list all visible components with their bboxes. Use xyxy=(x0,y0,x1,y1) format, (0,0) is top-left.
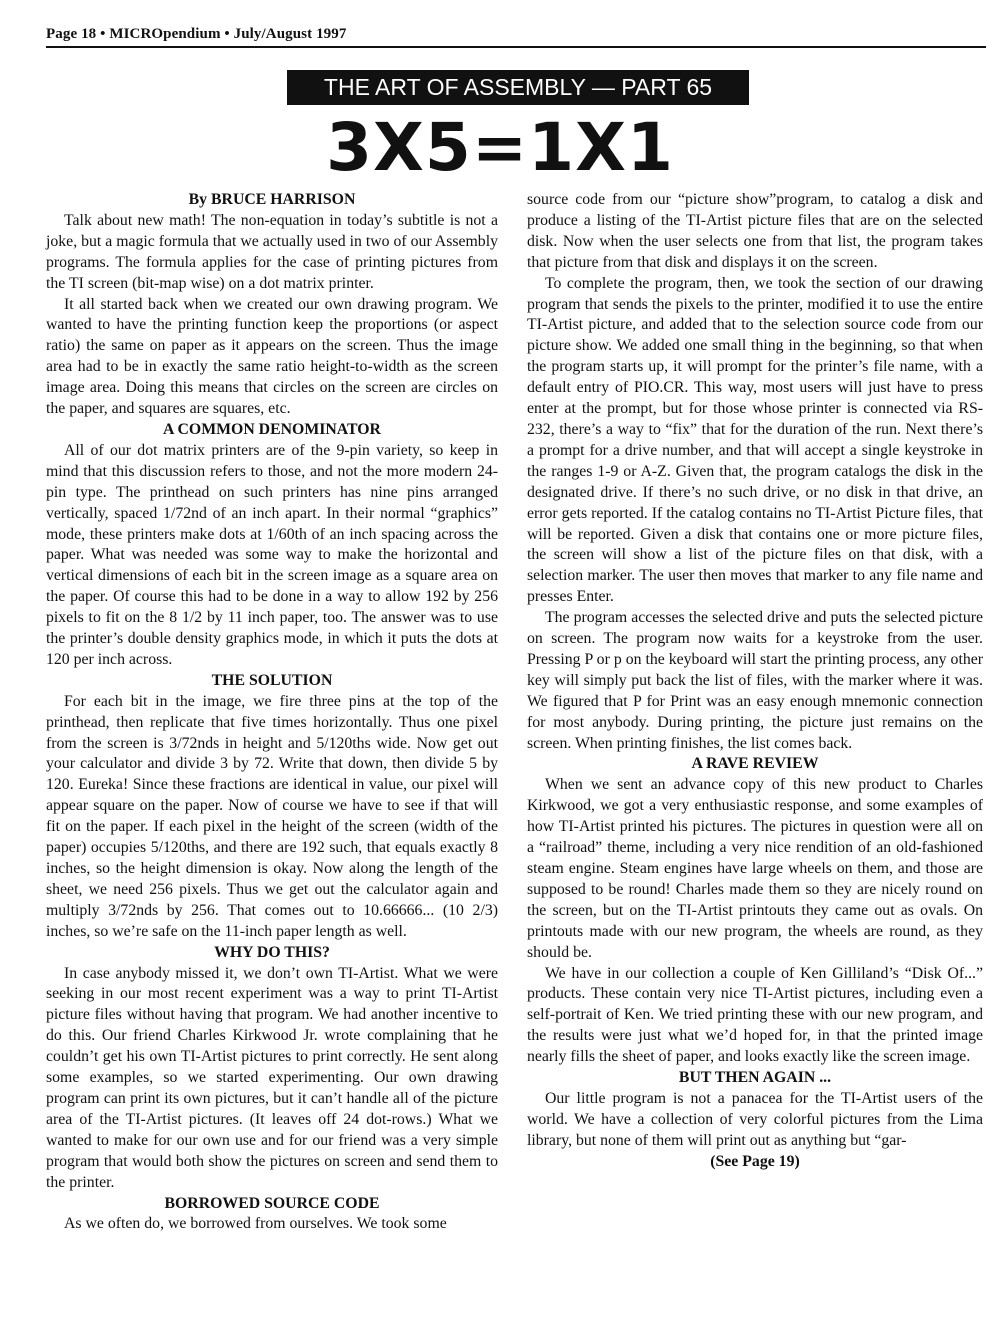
continuation-note: (See Page 19) xyxy=(710,1152,800,1170)
section-heading: BUT THEN AGAIN ... xyxy=(678,1069,832,1087)
paragraph: It all started back when we created our own drawing program. We wanted to have the printing function keep the proportions (or aspect ratio) the same on paper as it appears on the screen. Thus the image area had to be in exactly the same ratio height-to-width as the screen image area. Doing this means that circles on the screen are circles on the paper, and squares are squares, etc. xyxy=(46,295,498,418)
paragraph: For each bit in the image, we fire three pins at the top of the printhead, then replicate that five times horizontally. Thus one pixel from the screen is 3/72nds in height and 5/120ths wide. Now get out your calculator and divide 3 by 72. Write that down, then divide 5 by 120. Eureka! Since these fractions are identical in value, our pixel will appear square on the paper. Now of course we have to see if that will fit on the paper. If each pixel in the height of the screen (width of the paper) occupies 5/120ths, and there are 192 such, that equals exactly 8 inches, so the height dimension is okay. Now along the length of the sheet, we need 256 pixels. Thus we get out the calculator again and multiply 3/72nds by 256. That comes out to 10.66666... (10 2/3) inches, so we’re safe on the 11-inch paper length as well. xyxy=(46,692,498,940)
left-column xyxy=(46,190,498,1235)
paragraph: To complete the program, then, we took the section of our drawing program that sends the pixels to the printer, modified it to use the entire TI-Artist picture, and added that to the selection source code from our picture show. We added one small thing in the beginning, so that when the program starts up, it will prompt for the printer’s file name, with a default entry of PIO.CR. This way, most users will just have to press enter at the prompt, but for those whose printer is connected via RS-232, there’s a way to “fix” that for the duration of the run. Next there’s a prompt for a drive number, and that will accept a single keystroke in the ranges 1-9 or A-Z. Given that, the program catalogs the disk in the designated drive. If there’s no such drive, or no disk in that drive, an error gets reported. If the catalog contains no TI-Artist Picture files, that will be reported. Given a disk that contains one or more picture files, the screen will show a list of the picture files on that disk, with a selection marker. The user then moves that marker to any file name and presses Enter. xyxy=(527,274,983,606)
header-rule xyxy=(46,46,986,48)
section-heading: A COMMON DENOMINATOR xyxy=(163,420,381,438)
byline: By BRUCE HARRISON xyxy=(188,191,356,208)
paragraph: All of our dot matrix printers are of the 9-pin variety, so keep in mind that this discussion refers to those, and not the more modern 24-pin type. The printhead on such printers has nine pins arranged vertically, spaced 1/72nd of an inch apart. In their normal “graphics” mode, these printers make dots at 1/60th of an inch spacing across the paper. What was needed was some way to make the horizontal and vertical dimensions of each bit in the screen image as a square area on the paper. Of course this had to be done in a way to allow 192 by 256 pixels to fit on the 8 1/2 by 11 inch paper, too. The answer was to use the printer’s double density graphics mode, in which it puts the dots at 120 per inch across. xyxy=(46,441,498,668)
section-heading: WHY DO THIS? xyxy=(214,943,330,961)
paragraph: source code from our “picture show”program, to catalog a disk and produce a listing of the TI-Artist picture files that are on the selected disk. Now when the user selects one from that list, the program takes that picture from that disk and displays it on the screen. xyxy=(527,191,983,271)
paragraph: Our little program is not a panacea for the TI-Artist users of the world. We have a collection of very colorful pictures from the Lima library, but none of them will print out as anything but “gar- xyxy=(527,1089,983,1149)
right-column xyxy=(527,190,983,1173)
paragraph: We have in our collection a couple of Ken Gilliland’s “Disk Of...” products. These contain very nice TI-Artist pictures, including even a self-portrait of Ken. We tried printing these with our new program, and the results were just what we’d hoped for, in that the printed image nearly fills the sheet of paper, and looks exactly like the screen image. xyxy=(527,964,983,1066)
paragraph: When we sent an advance copy of this new product to Charles Kirkwood, we got a very enthusiastic response, and some examples of how TI-Artist printed his pictures. The pictures in question were all on a “railroad” theme, including a very nice rendition of an old-fashioned steam engine. Steam engines have large wheels on them, and those are supposed to be round! Charles made them so they are nicely round on the screen, but on the TI-Artist printouts they came out as ovals. On printouts made with our new program, the wheels are round, as they should be. xyxy=(527,776,983,961)
paragraph: In case anybody missed it, we don’t own TI-Artist. What we were seeking in our most recent experiment was a way to print TI-Artist picture files without having that program. We had another incentive to do this. Our friend Charles Kirkwood Jr. wrote complaining that he couldn’t get his own TI-Artist pictures to print correctly. He sent along some examples, so we started experimenting. Our own drawing program can print its own pictures, but it can’t handle all of the picture area of the TI-Artist pictures. (It leaves off 24 dot-rows.) What we wanted to make for our own use and for our friend was a very simple program that would both show the pictures on screen and send them to the printer. xyxy=(46,964,498,1191)
section-heading: A RAVE REVIEW xyxy=(691,755,819,773)
section-heading: THE SOLUTION xyxy=(211,671,333,689)
page-header: Page 18 • MICROpendium • July/August 1997 xyxy=(46,26,347,42)
paragraph: As we often do, we borrowed from ourselves. We took some xyxy=(64,1215,447,1233)
article-title: 3X5=1X1 xyxy=(326,109,674,186)
paragraph: The program accesses the selected drive and puts the selected picture on screen. The program now waits for a keystroke from the user. Pressing P or p on the keyboard will start the printing process, any other key will simply put back the list of files, with the marker where it was. We figured that P for Print was an easy enough mnemonic connection for most anybody. During printing, the picture just remains on the screen. When printing finishes, the list comes back. xyxy=(527,609,983,752)
section-heading: BORROWED SOURCE CODE xyxy=(164,1194,380,1212)
paragraph: Talk about new math! The non-equation in today’s subtitle is not a joke, but a magic formula that we actually used in two of our Assembly programs. The formula applies for the case of printing pictures from the TI screen (bit-map wise) on a dot matrix printer. xyxy=(46,211,498,292)
series-title-banner: THE ART OF ASSEMBLY — PART 65 xyxy=(287,70,749,105)
